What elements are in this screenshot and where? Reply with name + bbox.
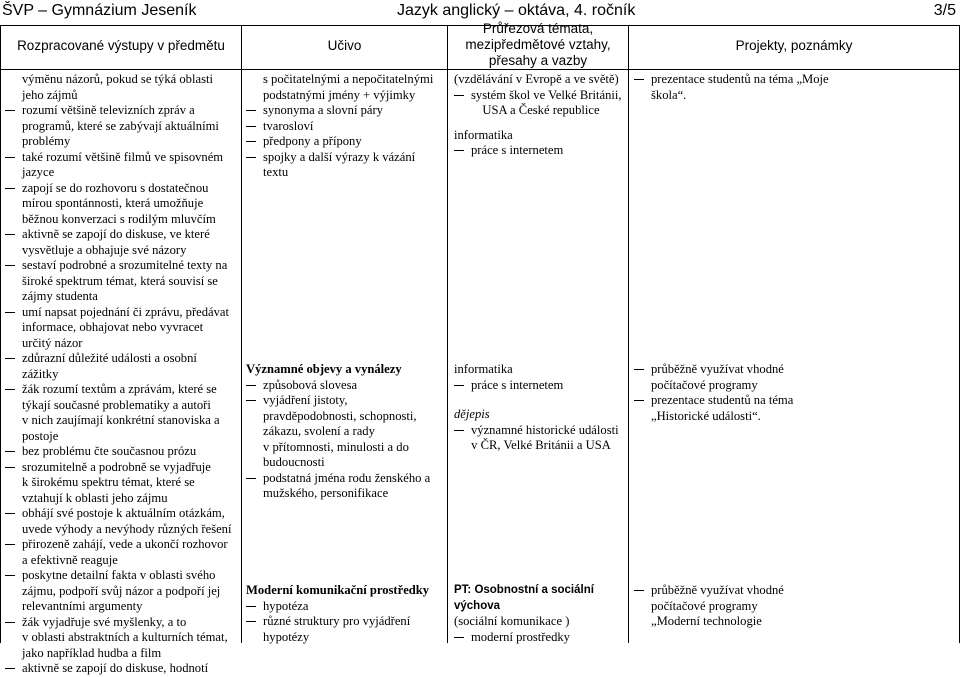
content-line: hypotézy [263,629,310,644]
dash-bullet [246,157,256,158]
outcome-item [5,258,231,274]
dash-bullet [246,621,256,622]
content-item [246,471,430,487]
project-item [634,393,793,409]
outcome-line: k širokému spektru témat, které se [22,475,195,489]
outcome-item [5,351,231,367]
cross-theme-heading: výchova [454,599,501,612]
outcome-text: zdůrazní důležité události a osobní [22,351,197,365]
outcome-line: postoje [22,428,59,443]
col-divider-2 [447,25,448,643]
outcome-text: žák vyjadřuje své myšlenky, a to [22,614,187,629]
dash-bullet [5,312,15,313]
outcome-text: poskytne detailní fakta v oblasti svého [22,568,216,582]
cross-item [454,378,628,394]
outcome-line: relevantními argumenty [22,599,143,613]
page-number: 3/5 [933,2,956,19]
outcome-item [5,444,231,460]
dash-bullet [246,141,256,142]
outcome-text: obhájí své postoje k aktuálním otázkám, [22,506,225,520]
projects-column-block-2 [634,362,793,424]
outcome-line: a efektivně reaguje [22,552,118,567]
outcome-text: rozumí většině televizních zpráv a [22,103,195,117]
outcome-line: zážitky [22,366,59,381]
content-text: hypotéza [263,598,309,613]
content-item [246,134,433,150]
content-line: budoucnosti [263,455,325,469]
col-divider-1 [241,25,242,643]
outcome-text: umí napsat pojednání či zprávu, předávat [22,304,230,319]
cross-text: systém škol ve Velké Británii, [471,87,622,102]
col-heading-cross-line: přesahy a vazby [488,53,588,68]
dash-bullet [634,79,644,80]
col-heading-cross [448,21,628,69]
dash-bullet [5,389,15,390]
dash-bullet [246,400,256,401]
projects-column-block-1 [634,72,829,103]
outcome-item [5,227,231,243]
content-line: v přítomnosti, minulosti a do [263,439,409,454]
table-left-border [0,25,1,643]
outcome-item [5,150,231,166]
dash-bullet [454,637,464,638]
dash-bullet [5,265,15,266]
dash-bullet [246,385,256,386]
content-line: podstatnými jmény + výjimky [263,87,416,102]
section-heading: Významné objevy a vynálezy [246,362,402,376]
cross-line: v ČR, Velké Británii a USA [471,438,611,452]
project-item [634,583,784,599]
outcome-text: také rozumí většině filmů ve spisovném [22,149,224,164]
cross-text: práce s internetem [471,377,564,392]
cross-item [454,143,628,159]
dash-bullet [634,369,644,370]
outcome-text: aktivně se zapojí do diskuse, hodnotí [22,661,209,675]
dash-bullet [5,513,15,514]
content-item [246,103,433,119]
col-divider-3 [628,25,629,643]
outcome-item [5,506,231,522]
dash-bullet [454,95,464,96]
outcome-line: zájmy studenta [22,289,98,303]
outcome-item [5,568,231,584]
dash-bullet [454,150,464,151]
dash-bullet [5,575,15,576]
outcome-line: informace, obhajovat nebo vyvracet [22,320,204,334]
dash-bullet [246,606,256,607]
cross-line: (sociální komunikace ) [454,614,570,628]
outcome-line: mírou spontánnosti, která umožňuje [22,196,204,210]
outcome-text: sestaví podrobné a srozumitelné texty na [22,258,228,272]
col-heading-outcomes: Rozpracované výstupy v předmětu [17,38,225,53]
content-column-block-2 [246,362,430,502]
outcome-text: zapojí se do rozhovoru s dostatečnou [22,180,209,195]
dash-bullet [5,110,15,111]
content-column-block-1 [246,72,433,181]
dash-bullet [5,668,15,669]
content-text: předpony a přípony [263,134,362,148]
content-text: způsobová slovesa [263,377,358,392]
content-item [246,119,433,135]
dash-bullet [454,430,464,431]
project-line: počítačové programy [651,377,758,392]
project-item [634,362,793,378]
cross-line: USA a České republice [482,103,600,117]
content-text: spojky a další výrazy k vázání [263,149,416,164]
project-line: počítačové programy [651,598,758,613]
col-heading-content: Učivo [327,38,362,53]
header-center: Jazyk anglický – oktáva, 4. ročník [397,2,636,19]
outcome-item [5,305,231,321]
cross-column-block-2 [454,362,628,454]
cross-item [454,88,628,104]
section-heading: Moderní komunikační prostředky [246,583,430,597]
outcome-text: žák rozumí textům a zprávám, které se [22,382,217,396]
outcome-line: uvede výhody a nevýhody různých řešení [22,521,232,536]
outcome-line: výměnu názorů, pokud se týká oblasti [22,72,213,86]
outcome-text: přirozeně zahájí, vede a ukončí rozhovor [22,537,228,551]
outcome-line: jako například hudba a film [22,645,162,660]
dash-bullet [5,467,15,468]
dash-bullet [5,188,15,189]
project-line: „Moderní technologie [651,614,762,628]
content-line: mužského, personifikace [263,486,389,500]
project-line: „Historické události“. [651,408,761,423]
outcome-line: jeho zájmů [22,87,78,102]
cross-text: moderní prostředky [471,629,570,644]
header-left: ŠVP – Gymnázium Jeseník [2,2,197,19]
content-line: textu [263,165,289,179]
dash-bullet [5,622,15,623]
cross-subject: dějepis [454,407,490,421]
content-line: s počitatelnými a nepočitatelnými [263,72,434,86]
outcome-line: určitý názor [22,335,83,350]
outcome-line: zájmu, podpoří svůj názor a podpoří jej [22,583,221,598]
content-text: synonyma a slovní páry [263,103,383,117]
outcome-text: bez problému čte současnou prózu [22,444,197,458]
dash-bullet [246,126,256,127]
content-item [246,150,433,166]
dash-bullet [634,590,644,591]
outcome-item [5,382,231,398]
dash-bullet [454,385,464,386]
dash-bullet [246,478,256,479]
outcome-line: běžnou konverzaci s rodilým mluvčím [22,211,216,226]
dash-bullet [5,157,15,158]
col-heading-cross-line: mezipředmětové vztahy, [465,37,611,52]
dash-bullet [5,234,15,235]
cross-theme-heading: PT: Osobnostní a sociální [454,584,594,596]
dash-bullet [246,110,256,111]
outcome-item [5,103,231,119]
outcome-text: aktivně se zapojí do diskuse, ve které [22,227,210,241]
outcome-item [5,537,231,553]
outcome-item [5,460,231,476]
outcome-line: problémy [22,134,71,148]
outcome-line: široké spektrum témat, která souvisí se [22,273,218,288]
project-text: průběžně využívat vhodné [651,362,784,376]
outcome-line: vysvětluje a obhajuje své názory [22,242,187,257]
content-item [246,599,429,615]
content-text: tvarosloví [263,118,314,133]
outcome-line: jazyce [22,165,55,179]
project-item [634,72,829,88]
dash-bullet [634,400,644,401]
cross-text: práce s internetem [471,143,564,157]
outcome-line: týkají současné problematiky a autoři [22,397,211,412]
outcome-line: v oblasti abstraktních a kulturních témat, [22,630,228,644]
col-heading-cross-line: Průřezová témata, [482,21,594,36]
outcome-text: srozumitelně a podrobně se vyjadřuje [22,459,211,474]
cross-item [454,423,628,439]
outcome-line: programů, které se zabývají aktuálními [22,118,219,133]
content-item [246,378,430,394]
cross-subject: informatika [454,127,513,142]
dash-bullet [5,544,15,545]
content-line: zákazu, svolení a rady [263,424,375,438]
content-item [246,393,430,409]
project-line: škola“. [651,87,687,102]
outcomes-column [5,72,231,677]
cross-line: (vzdělávání v Evropě a ve světě) [454,72,619,86]
content-text: různé struktury pro vyjádření [263,614,411,628]
content-item [246,614,429,630]
project-text: prezentace studentů na téma [651,393,794,407]
cross-text: významné historické události [471,422,619,437]
project-text: průběžně využívat vhodné [651,583,784,597]
outcome-item [5,181,231,197]
content-column-block-3 [246,583,429,645]
project-text: prezentace studentů na téma „Moje [651,72,829,86]
projects-column-block-3 [634,583,784,630]
outcome-line: vztahují k oblasti jeho zájmu [22,490,168,505]
outcome-item [5,661,231,677]
dash-bullet [5,358,15,359]
content-line: pravděpodobnosti, schopnosti, [263,408,417,423]
content-text: podstatná jména rodu ženského a [263,470,431,485]
cross-column-block-1 [454,72,628,159]
header-row-border [0,69,960,70]
content-text: vyjádření jistoty, [263,393,348,407]
col-heading-projects: Projekty, poznámky [735,38,853,53]
cross-column-block-3 [454,583,594,645]
dash-bullet [5,451,15,452]
outcome-item [5,615,231,631]
cross-subject: informatika [454,362,513,376]
outcome-line: v nich zaujímají konkrétní stanoviska a [22,413,220,427]
